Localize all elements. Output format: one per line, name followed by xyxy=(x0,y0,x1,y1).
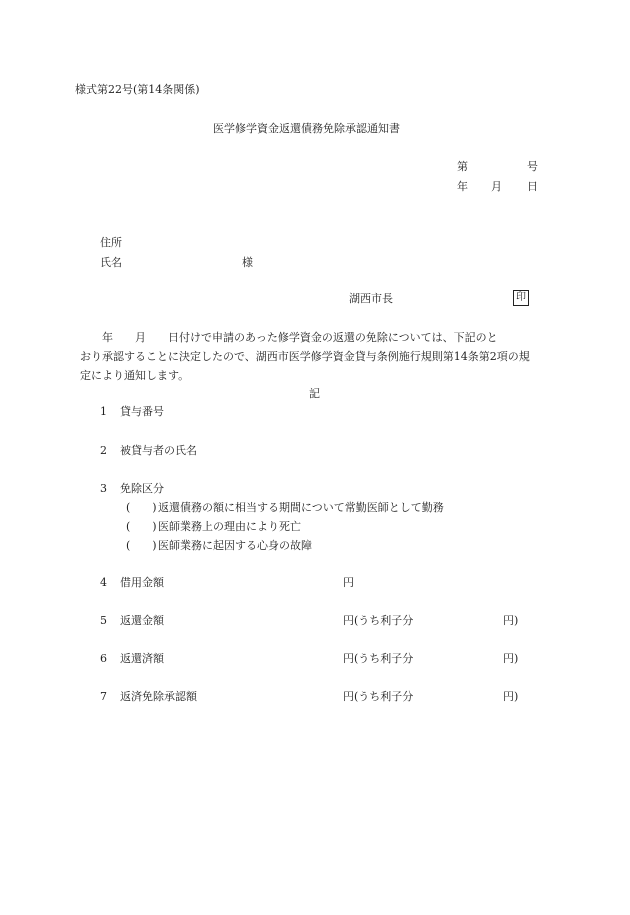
item-3-num: 3 xyxy=(100,482,107,495)
document-title: 医学修学資金返還債務免除承認通知書 xyxy=(213,122,400,135)
item-6-close: 円) xyxy=(503,652,519,665)
honorific: 様 xyxy=(242,256,253,269)
option-1-paren: ( ) xyxy=(126,501,157,514)
body-line-3: 定により通知します。 xyxy=(80,369,190,382)
name-label: 氏名 xyxy=(100,256,122,269)
item-2-num: 2 xyxy=(100,444,107,457)
item-7-label: 返済免除承認額 xyxy=(120,690,197,703)
item-1-label: 貸与番号 xyxy=(120,405,164,418)
option-2-text: 医師業務上の理由により死亡 xyxy=(158,520,301,533)
item-4-yen: 円 xyxy=(343,576,354,589)
option-3-paren: ( ) xyxy=(126,539,157,552)
item-4-label: 借用金額 xyxy=(120,576,164,589)
item-4-num: 4 xyxy=(100,576,107,589)
option-1-text: 返還債務の額に相当する期間について常勤医師として勤務 xyxy=(158,501,444,514)
seal-box: 印 xyxy=(513,290,529,306)
body-line-2: おり承認することに決定したので、湖西市医学修学資金貸与条例施行規則第14条第2項の規 xyxy=(80,350,530,363)
date-month: 月 xyxy=(491,180,502,193)
item-7-num: 7 xyxy=(100,690,107,703)
item-6-yen: 円(うち利子分 xyxy=(343,652,414,665)
item-7-yen: 円(うち利子分 xyxy=(343,690,414,703)
issuer-name: 湖西市長 xyxy=(349,292,393,305)
body-paragraph xyxy=(80,328,550,385)
form-number: 様式第22号(第14条関係) xyxy=(75,83,200,96)
item-1-num: 1 xyxy=(100,405,107,418)
option-2-paren: ( ) xyxy=(126,520,157,533)
item-5-num: 5 xyxy=(100,614,107,627)
reference-go: 号 xyxy=(527,160,538,173)
item-6-label: 返還済額 xyxy=(120,652,164,665)
item-5-close: 円) xyxy=(503,614,519,627)
address-label: 住所 xyxy=(100,236,122,249)
reference-dai: 第 xyxy=(457,160,468,173)
item-7-close: 円) xyxy=(503,690,519,703)
body-line-1: 年 月 日付けで申請のあった修学資金の返還の免除については、下記のと xyxy=(80,331,498,344)
item-5-label: 返還金額 xyxy=(120,614,164,627)
ki-marker: 記 xyxy=(309,387,320,400)
item-6-num: 6 xyxy=(100,652,107,665)
date-year: 年 xyxy=(457,180,468,193)
item-5-yen: 円(うち利子分 xyxy=(343,614,414,627)
item-2-label: 被貸与者の氏名 xyxy=(120,444,197,457)
item-3-label: 免除区分 xyxy=(120,482,164,495)
option-3-text: 医師業務に起因する心身の故障 xyxy=(158,539,312,552)
date-day: 日 xyxy=(527,180,538,193)
